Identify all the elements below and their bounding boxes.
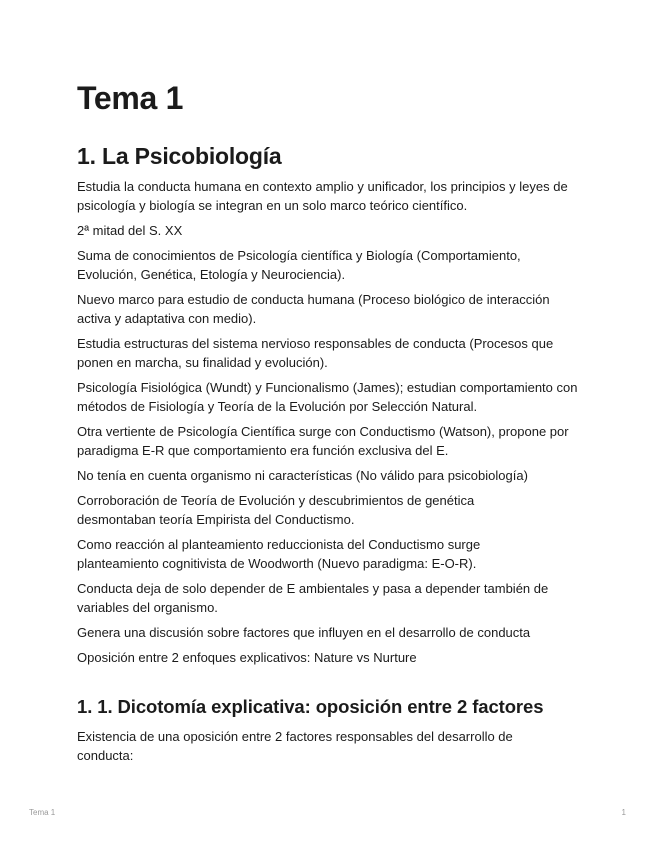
document-title: Tema 1 bbox=[77, 80, 184, 116]
paragraph: Nuevo marco para estudio de conducta humana (Proceso biológico de interacción activa y adaptativa con medio). bbox=[77, 292, 550, 326]
subsection-heading: 1. 1. Dicotomía explicativa: oposición entre 2 factores bbox=[77, 696, 544, 717]
paragraph: Como reacción al planteamiento reduccionista del Conductismo surge planteamiento cognitivista de Woodworth (Nuevo paradigma: E-O-R). bbox=[77, 537, 481, 571]
footer-document-title: Tema 1 bbox=[29, 808, 56, 817]
footer-page-number: 1 bbox=[621, 808, 626, 817]
paragraph: Genera una discusión sobre factores que influyen en el desarrollo de conducta bbox=[77, 625, 531, 640]
paragraph: Otra vertiente de Psicología Científica surge con Conductismo (Watson), propone por paradigma E-R que comportamiento era función exclusiva del E. bbox=[77, 424, 569, 458]
subsection-paragraph: Existencia de una oposición entre 2 factores responsables del desarrollo de conducta: bbox=[77, 729, 513, 763]
paragraph: No tenía en cuenta organismo ni características (No válido para psicobiología) bbox=[77, 468, 528, 483]
section-heading: 1. La Psicobiología bbox=[77, 143, 282, 169]
paragraph: Suma de conocimientos de Psicología científica y Biología (Comportamiento, Evolución, Genética, Etología y Neurociencia). bbox=[77, 248, 521, 282]
section-body bbox=[77, 177, 587, 673]
paragraph: Psicología Fisiológica (Wundt) y Funcionalismo (James); estudian comportamiento con métodos de Fisiología y Teoría de la Evolución por Selección Natural. bbox=[77, 380, 578, 414]
paragraph: Corroboración de Teoría de Evolución y descubrimientos de genética desmontaban teoría Empirista del Conductismo. bbox=[77, 493, 475, 527]
paragraph: Estudia estructuras del sistema nervioso responsables de conducta (Procesos que ponen en marcha, su finalidad y evolución). bbox=[77, 336, 554, 370]
paragraph: Oposición entre 2 enfoques explicativos: Nature vs Nurture bbox=[77, 650, 417, 665]
paragraph: 2ª mitad del S. XX bbox=[77, 223, 183, 238]
paragraph: Conducta deja de solo depender de E ambientales y pasa a depender también de variables del organismo. bbox=[77, 581, 549, 615]
paragraph: Estudia la conducta humana en contexto amplio y unificador, los principios y leyes de psicología y biología se integran en un solo marco teórico científico. bbox=[77, 179, 568, 213]
